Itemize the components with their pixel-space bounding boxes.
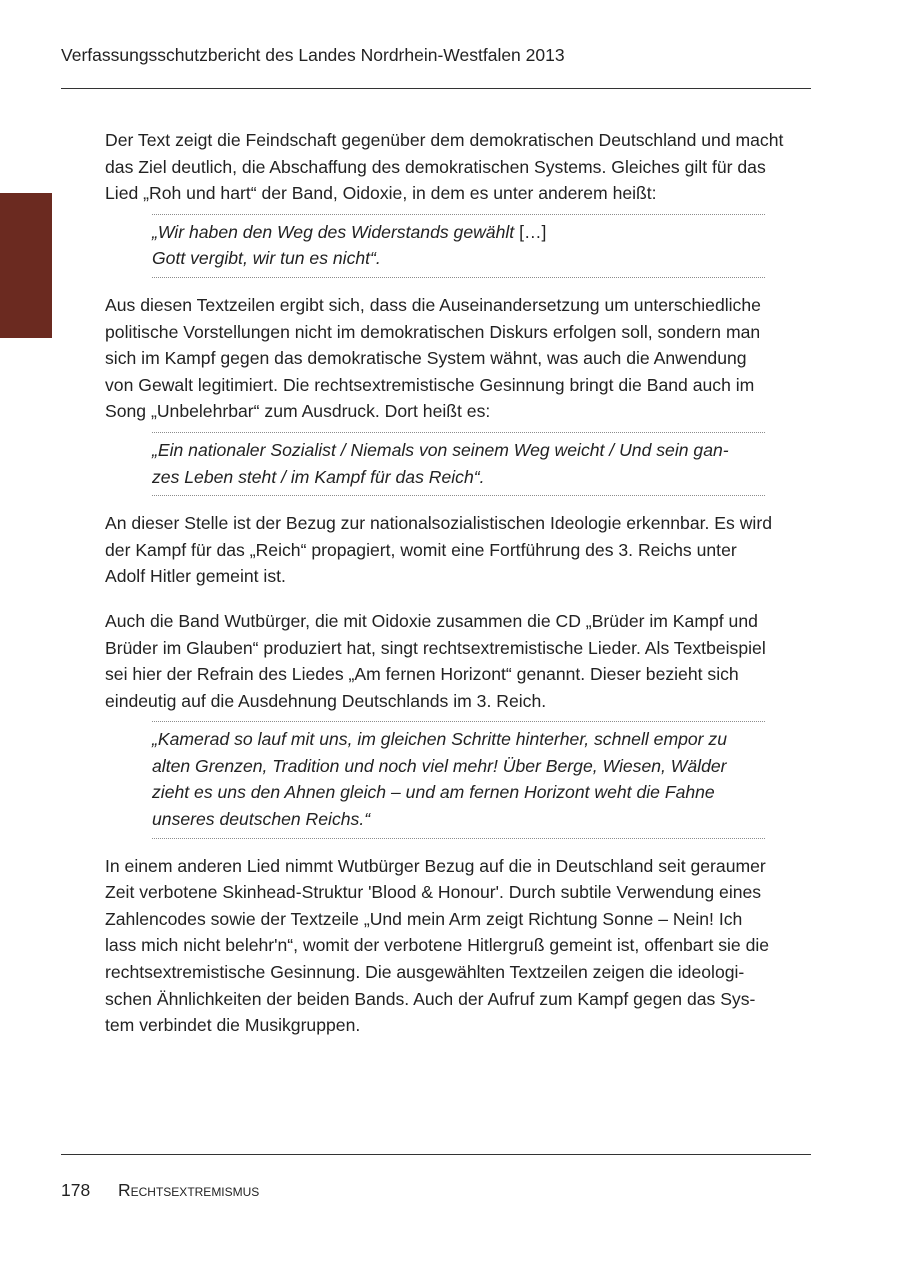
quote-1-text xyxy=(152,219,765,272)
quote-1-line2: Gott vergibt, wir tun es nicht“. xyxy=(152,248,381,269)
quote-1-line1: „Wir haben den Weg des Widerstands gewählt xyxy=(152,221,515,242)
header-divider xyxy=(61,88,811,89)
quote-block-1 xyxy=(152,214,765,278)
section-label: Rechtsextremismus xyxy=(118,1180,260,1200)
paragraph-1: Der Text zeigt die Feindschaft gegenüber dem demokratischen Deutschland und macht das Ziel deutlich, die Abschaffung des demokratischen Systems. Gleiches gilt für das Lied „Roh und hart“ der Band, Oidoxie, in dem es unter anderem heißt: xyxy=(105,130,784,204)
footer-divider xyxy=(61,1154,811,1155)
paragraph-2: Aus diesen Textzeilen ergibt sich, dass die Auseinandersetzung um unterschiedliche politische Vorstellungen nicht im demokratischen Diskurs erfolgen soll, sondern man sich im Kampf gegen das demokratische System wähnt, was auch die Anwendung von Gewalt legitimiert. Die rechtsextremistische Gesinnung bringt die Band auch im Song „Unbelehrbar“ zum Ausdruck. Dort heißt es: xyxy=(105,294,761,422)
page-content xyxy=(105,127,811,1039)
quote-3-text xyxy=(152,726,765,832)
chapter-side-tab xyxy=(0,193,52,338)
quote-block-3 xyxy=(152,721,765,838)
running-header-title: Verfassungsschutzbericht des Landes Nordrhein-Westfalen 2013 xyxy=(61,45,565,65)
paragraph-5: In einem anderen Lied nimmt Wutbürger Bezug auf die in Deutschland seit geraumer Zeit verbotene Skinhead-Struktur 'Blood & Honour'. Durch subtile Verwendung eines Zahlencodes sowie der Textzeile „Und mein Arm zeigt Richtung Sonne – Nein! Ich lass mich nicht belehr'n“, womit der verbotene Hitlergruß gemeint ist, offenbart sie die rechtsextremistische Gesinnung. Die ausgewählten Textzeilen zeigen die ideologi- schen Ähnlichkeiten der beiden Bands. Auch der Aufruf zum Kampf gegen das Sys- tem verbindet die Musikgruppen. xyxy=(105,855,770,1036)
page-number: 178 xyxy=(61,1180,91,1200)
quote-3-lines: „Kamerad so lauf mit uns, im gleichen Schritte hinterher, schnell empor zu alten Grenzen, Tradition und noch viel mehr! Über Berge, Wiesen, Wälder zieht es uns den Ahnen gleich – und am fernen Horizont weht die Fahne unseres deutschen Reichs.“ xyxy=(152,729,727,830)
quote-2-lines: „Ein nationaler Sozialist / Niemals von seinem Weg weicht / Und sein gan- zes Leben steht / im Kampf für das Reich“. xyxy=(152,439,729,487)
quote-block-2 xyxy=(152,432,765,496)
quote-1-ellipsis: […] xyxy=(514,221,547,242)
paragraph-4: Auch die Band Wutbürger, die mit Oidoxie zusammen die CD „Brüder im Kampf und Brüder im Glauben“ produziert hat, singt rechtsextremistische Lieder. Als Textbeispiel sei hier der Refrain des Liedes „Am fernen Horizont“ genannt. Dieser bezieht sich eindeutig auf die Ausdehnung Deutschlands im 3. Reich. xyxy=(105,610,766,711)
quote-2-text xyxy=(152,437,765,490)
paragraph-3: An dieser Stelle ist der Bezug zur nationalsozialistischen Ideologie erkennbar. Es wird der Kampf für das „Reich“ propagiert, womit eine Fortführung des 3. Reichs unter Adolf Hitler gemeint ist. xyxy=(105,513,772,587)
